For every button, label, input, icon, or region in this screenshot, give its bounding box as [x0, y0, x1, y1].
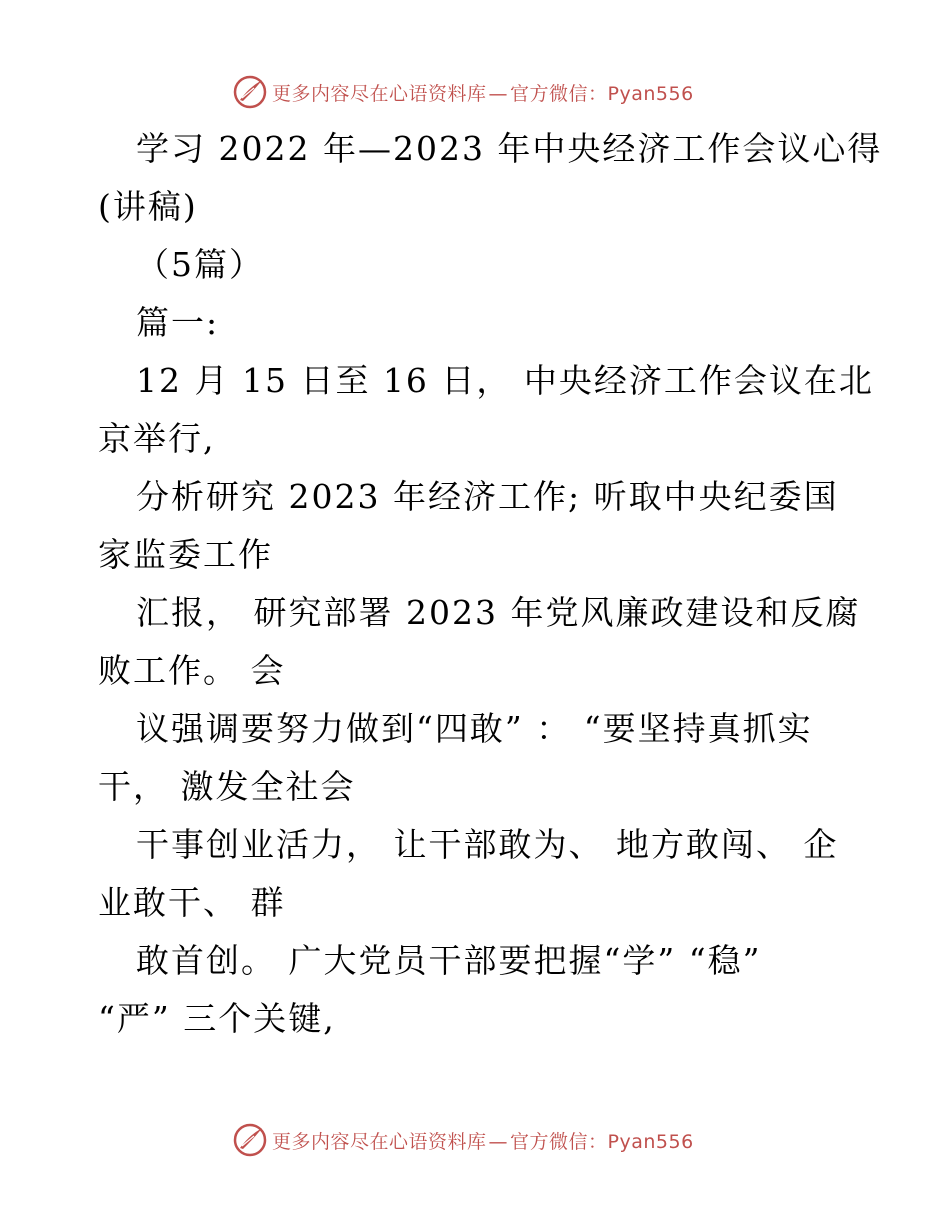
paragraph-line: 干， 激发全社会 — [98, 767, 356, 806]
quill-logo-icon — [232, 1122, 268, 1158]
header-watermark-banner — [232, 72, 732, 112]
paragraph-line: 家监委工作 — [98, 535, 273, 574]
banner-wechat-text: 官方微信：Pyan556 — [510, 1130, 694, 1153]
paragraph-line: 干事创业活力， 让干部敢为、 地方敢闯、 企 — [136, 825, 839, 864]
banner-wechat-text: 官方微信：Pyan556 — [510, 82, 694, 105]
section-heading: 篇一: — [136, 303, 220, 342]
document-subtitle: （5篇） — [136, 245, 264, 284]
paragraph-line: 分析研究 2023 年经济工作; 听取中央纪委国 — [136, 477, 839, 516]
paragraph-line: 败工作。 会 — [98, 651, 286, 690]
banner-site-text: 更多内容尽在心语资料库 — [272, 82, 487, 105]
paragraph-line: 汇报， 研究部署 2023 年党风廉政建设和反腐 — [136, 593, 861, 632]
document-body — [98, 120, 883, 1048]
paragraph-line: 议强调要努力做到“四敢” ： “要坚持真抓实 — [136, 709, 813, 748]
document-title-line: 学习 2022 年—2023 年中央经济工作会议心得 — [136, 129, 883, 168]
paragraph-line: 京举行, — [98, 419, 216, 458]
quill-logo-icon — [232, 74, 268, 110]
paragraph-line: “严” 三个关键, — [98, 999, 336, 1038]
document-title-line: (讲稿) — [98, 187, 198, 226]
banner-separator: — — [488, 82, 509, 105]
banner-separator: — — [488, 1130, 509, 1153]
paragraph-line: 12 月 15 日至 16 日， 中央经济工作会议在北 — [136, 361, 874, 400]
paragraph-line: 敢首创。 广大党员干部要把握“学” “稳” — [136, 941, 762, 980]
footer-watermark-banner — [232, 1120, 732, 1160]
banner-site-text: 更多内容尽在心语资料库 — [272, 1130, 487, 1153]
paragraph-line: 业敢干、 群 — [98, 883, 286, 922]
